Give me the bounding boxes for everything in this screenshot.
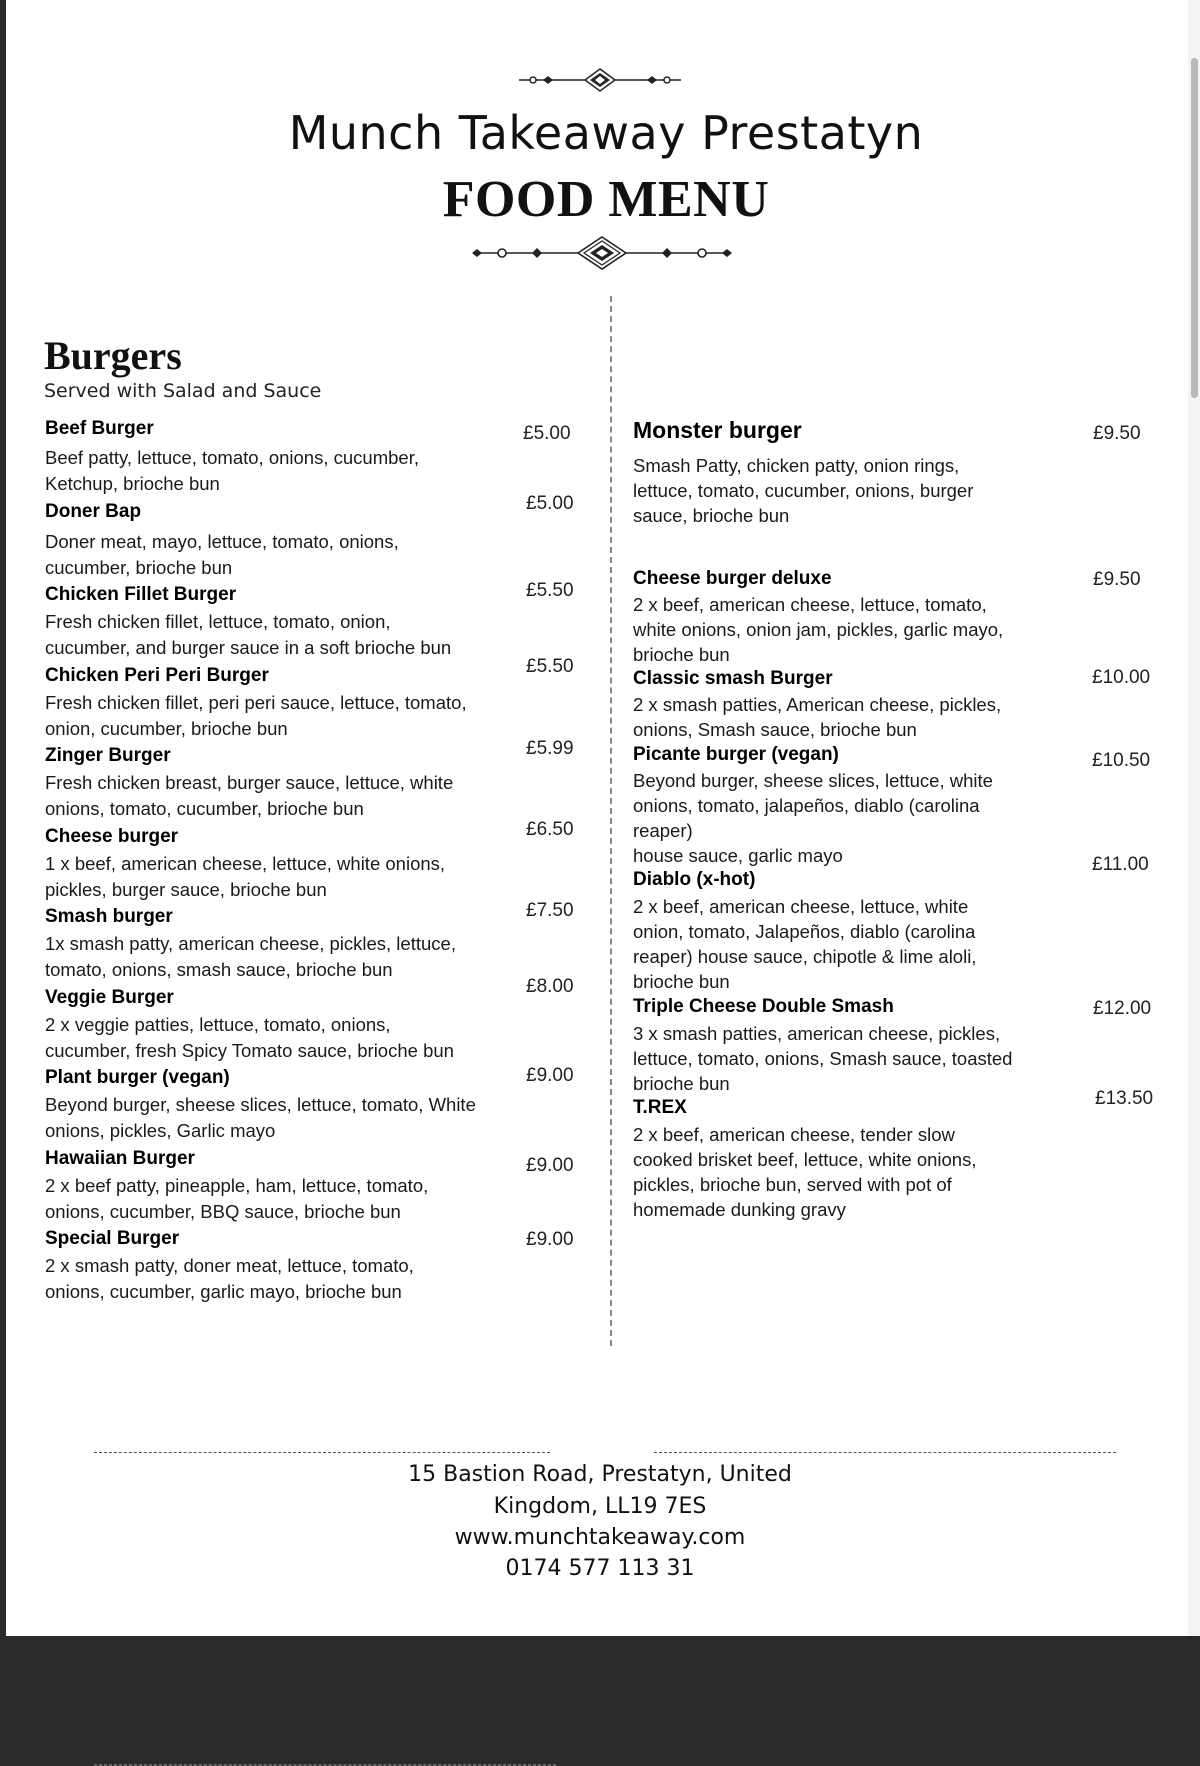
menu-item-desc: 1 x beef, american cheese, lettuce, white onions, pickles, burger sauce, brioche bun: [45, 853, 446, 900]
menu-item-name: Cheese burger deluxe: [633, 568, 832, 589]
menu-item-name: Veggie Burger: [45, 987, 174, 1008]
menu-item-desc: Beyond burger, sheese slices, lettuce, white onions, tomato, jalapeños, diablo (carolina reaper) house sauce, garlic mayo: [633, 770, 993, 866]
restaurant-title: Munch Takeaway Prestatyn: [288, 106, 924, 160]
menu-item-price: £5.00: [523, 423, 571, 444]
menu-item-name: Diablo (x-hot): [633, 869, 756, 890]
menu-item-name: Smash burger: [45, 906, 173, 927]
menu-item-price: £9.00: [526, 1155, 574, 1176]
menu-item-desc: 2 x beef, american cheese, lettuce, tomato, white onions, onion jam, pickles, garlic mayo, brioche bun: [633, 594, 1004, 665]
menu-item-name: Chicken Peri Peri Burger: [45, 665, 269, 686]
menu-item-price: £13.50: [1095, 1088, 1154, 1109]
menu-item-desc: 3 x smash patties, american cheese, pickles, lettuce, tomato, onions, Smash sauce, toasted brioche bun: [633, 1023, 1013, 1094]
menu-item-desc: 1x smash patty, american cheese, pickles, lettuce, tomato, onions, smash sauce, brioche bun: [45, 933, 456, 980]
menu-item-name: Cheese burger: [45, 826, 179, 847]
menu-item-desc: Fresh chicken fillet, lettuce, tomato, onion, cucumber, and burger sauce in a soft brioche bun: [45, 611, 452, 658]
menu-page: [6, 0, 1188, 1636]
menu-item-name: T.REX: [633, 1097, 687, 1118]
menu-item-desc: Smash Patty, chicken patty, onion rings, lettuce, tomato, cucumber, onions, burger sauce, brioche bun: [633, 455, 974, 526]
menu-item-name: Beef Burger: [45, 418, 154, 439]
title-ornament-icon: [470, 236, 734, 270]
menu-item-name: Plant burger (vegan): [45, 1067, 230, 1088]
column-divider: [610, 296, 612, 1346]
scrollbar[interactable]: [1188, 0, 1200, 1636]
menu-item-price: £5.99: [526, 738, 574, 759]
menu-item-name: Triple Cheese Double Smash: [633, 996, 894, 1017]
menu-item-price: £5.50: [526, 656, 574, 677]
footer-divider-right: [654, 1452, 1116, 1453]
menu-item-name: Hawaiian Burger: [45, 1148, 195, 1169]
footer-address-line1: 15 Bastion Road, Prestatyn, United: [408, 1462, 792, 1487]
menu-item-price: £10.00: [1092, 667, 1151, 688]
menu-item-name: Zinger Burger: [45, 745, 171, 766]
menu-item-price: £5.00: [526, 493, 574, 514]
menu-item-name: Picante burger (vegan): [633, 744, 839, 765]
scrollbar-thumb[interactable]: [1191, 58, 1198, 398]
footer-address-line2: Kingdom, LL19 7ES: [493, 1494, 707, 1519]
footer-divider-left-line: [94, 1764, 556, 1765]
menu-item-name: Chicken Fillet Burger: [45, 584, 237, 605]
menu-item-desc: Beyond burger, sheese slices, lettuce, tomato, White onions, pickles, Garlic mayo: [45, 1094, 476, 1141]
footer-phone: 0174 577 113 31: [505, 1556, 695, 1581]
section-title: Burgers: [44, 333, 182, 378]
section-subtitle: Served with Salad and Sauce: [44, 380, 322, 402]
menu-item-name: Doner Bap: [45, 501, 142, 522]
menu-item-desc: 2 x beef, american cheese, lettuce, white onion, tomato, Jalapeños, diablo (carolina reaper) house sauce, chipotle & lime aloli, brioche bun: [633, 896, 977, 992]
menu-item-price: £12.00: [1093, 998, 1152, 1019]
menu-item-price: £10.50: [1092, 750, 1151, 771]
footer-divider-left: [94, 1452, 550, 1453]
menu-item-desc: 2 x veggie patties, lettuce, tomato, onions, cucumber, fresh Spicy Tomato sauce, brioche bun: [45, 1014, 454, 1061]
menu-item-price: £9.00: [526, 1229, 574, 1250]
menu-item-desc: Fresh chicken fillet, peri peri sauce, lettuce, tomato, onion, cucumber, brioche bun: [45, 692, 467, 739]
menu-item-desc: 2 x smash patty, doner meat, lettuce, tomato, onions, cucumber, garlic mayo, brioche bun: [45, 1255, 414, 1302]
menu-item-name: Special Burger: [45, 1228, 180, 1249]
menu-item-price: £9.50: [1093, 423, 1141, 444]
menu-item-desc: 2 x beef, american cheese, tender slow cooked brisket beef, lettuce, white onions, pickles, brioche bun, served with pot of homemade dunking gravy: [633, 1124, 977, 1220]
menu-item-desc: 2 x beef patty, pineapple, ham, lettuce, tomato, onions, cucumber, BBQ sauce, brioche bun: [45, 1175, 429, 1222]
top-ornament-icon: [515, 68, 685, 92]
menu-item-price: £6.50: [526, 819, 574, 840]
menu-item-price: £9.00: [526, 1065, 574, 1086]
menu-subtitle: FOOD MENU: [442, 171, 770, 228]
menu-item-price: £11.00: [1092, 854, 1149, 875]
menu-item-price: £5.50: [526, 580, 574, 601]
menu-item-desc: Beef patty, lettuce, tomato, onions, cucumber, Ketchup, brioche bun: [45, 447, 419, 494]
menu-item-price: £8.00: [526, 976, 574, 997]
footer-website[interactable]: www.munchtakeaway.com: [454, 1525, 746, 1550]
menu-item-name: Classic smash Burger: [633, 668, 833, 689]
menu-item-desc: Doner meat, mayo, lettuce, tomato, onions, cucumber, brioche bun: [45, 531, 399, 578]
menu-item-name: Monster burger: [633, 417, 802, 443]
menu-item-price: £9.50: [1093, 569, 1141, 590]
menu-item-desc: Fresh chicken breast, burger sauce, lettuce, white onions, tomato, cucumber, brioche bun: [45, 772, 454, 819]
menu-item-price: £7.50: [526, 900, 574, 921]
menu-item-desc: 2 x smash patties, American cheese, pickles, onions, Smash sauce, brioche bun: [633, 694, 1002, 740]
